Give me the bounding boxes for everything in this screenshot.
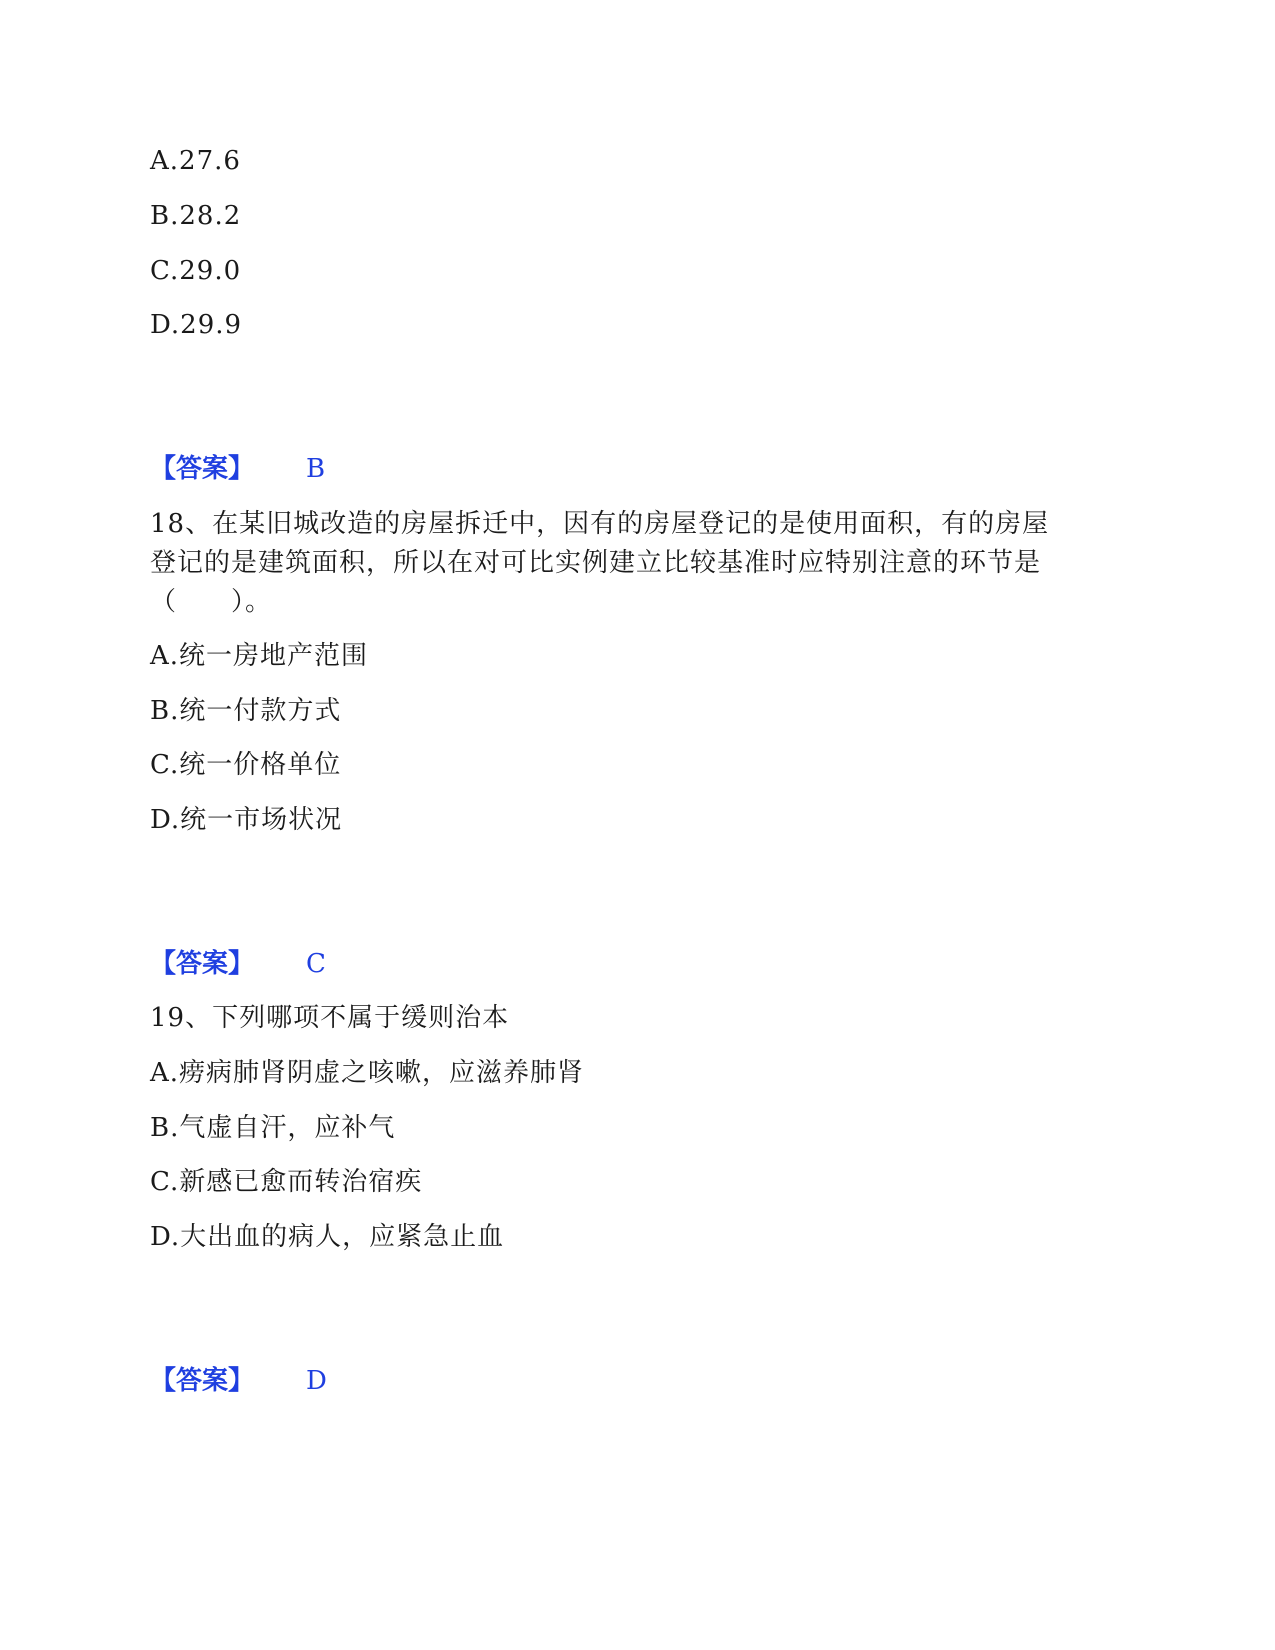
- q18-stem-line-2: 登记的是建筑面积，所以在对可比实例建立比较基准时应特别注意的环节是: [150, 548, 1042, 578]
- answer-value: C: [306, 949, 326, 979]
- q19-stem: 19、下列哪项不属于缓则治本: [150, 1003, 510, 1033]
- q19-option-c: C.新感已愈而转治宿疾: [150, 1167, 423, 1197]
- q18-option-a: A.统一房地产范围: [150, 641, 369, 671]
- answer-value: D: [306, 1366, 327, 1396]
- q19-answer: [150, 1362, 327, 1400]
- q18-stem-line-1: 18、在某旧城改造的房屋拆迁中，因有的房屋登记的是使用面积，有的房屋: [150, 509, 1050, 539]
- q17-answer: [150, 450, 325, 488]
- q19-option-d: D.大出血的病人，应紧急止血: [150, 1222, 505, 1252]
- q18-stem-line-3: （ ）。: [150, 587, 273, 617]
- q19-option-a: A.痨病肺肾阴虚之咳嗽，应滋养肺肾: [150, 1058, 585, 1088]
- q17-option-b: B.28.2: [150, 201, 242, 231]
- q18-option-d: D.统一市场状况: [150, 805, 343, 835]
- answer-tag: 【答案】: [150, 454, 255, 484]
- q18-answer: [150, 945, 326, 983]
- q17-option-a: A.27.6: [150, 146, 241, 176]
- q19-option-b: B.气虚自汗，应补气: [150, 1113, 396, 1143]
- q17-option-d: D.29.9: [150, 310, 243, 340]
- q17-option-c: C.29.0: [150, 256, 242, 286]
- answer-tag: 【答案】: [150, 949, 255, 979]
- q18-option-c: C.统一价格单位: [150, 750, 342, 780]
- answer-value: B: [306, 454, 326, 484]
- q18-option-b: B.统一付款方式: [150, 696, 342, 726]
- answer-tag: 【答案】: [150, 1366, 255, 1396]
